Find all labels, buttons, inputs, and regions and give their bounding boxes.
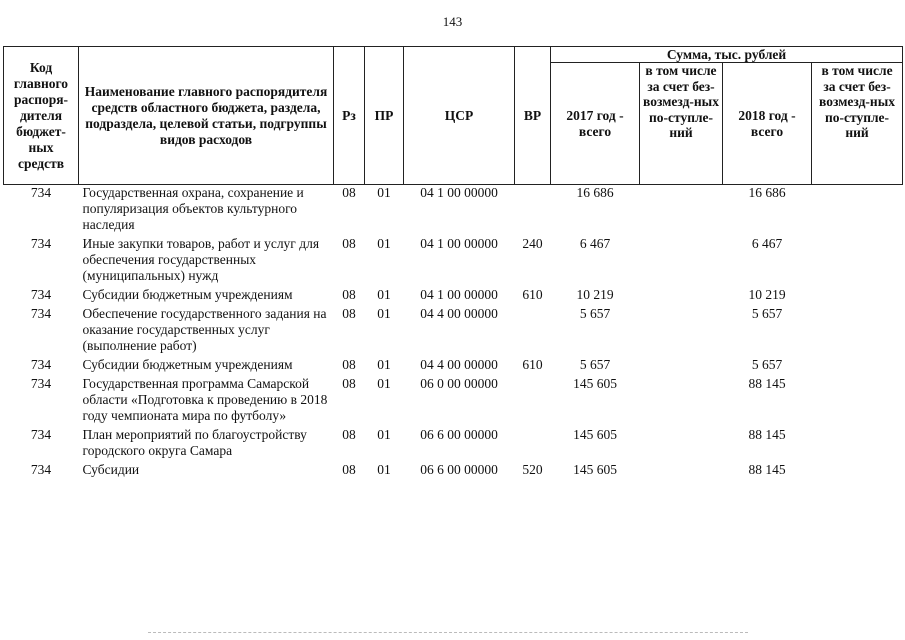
- cell-total-2018: 88 145: [748, 427, 786, 442]
- cell-code: 734: [30, 357, 52, 372]
- header-grants-2018: в том числе за счет без-возмезд-ных по-ступле-ний: [812, 63, 903, 185]
- cell-grants-2018: [812, 427, 903, 462]
- cell-rz: 08: [342, 185, 356, 200]
- cell-total-2017: 10 219: [576, 287, 614, 302]
- cell-csr: 04 1 00 00000: [420, 185, 498, 200]
- header-total-2018: 2018 год - всего: [723, 63, 812, 185]
- cell-total-2018: 5 657: [751, 306, 783, 321]
- cell-total-2018: 5 657: [751, 357, 783, 372]
- cell-total-2017: 5 657: [579, 306, 611, 321]
- cell-vr: [515, 306, 551, 357]
- table-header: [4, 47, 903, 185]
- table-body: [4, 185, 903, 482]
- cell-grants-2017: [640, 306, 723, 357]
- cell-pr: 01: [377, 306, 391, 321]
- cell-total-2017: 16 686: [576, 185, 614, 200]
- cell-total-2017: 145 605: [573, 376, 617, 391]
- table-row: [4, 427, 903, 462]
- cell-code: 734: [30, 306, 52, 321]
- header-grants-2017: в том числе за счет без-возмезд-ных по-ступле-ний: [640, 63, 723, 185]
- cell-grants-2018: [812, 462, 903, 481]
- cell-pr: 01: [377, 376, 391, 391]
- cell-name: Иные закупки товаров, работ и услуг для обеспечения государственных (муниципальных) нужд: [82, 236, 320, 283]
- cell-total-2018: 10 219: [748, 287, 786, 302]
- cell-name: Государственная программа Самарской области «Подготовка к проведению в 2018 году чемпионата мира по футболу»: [82, 376, 328, 423]
- header-vr: ВР: [515, 47, 551, 185]
- table-row: [4, 462, 903, 481]
- table-row: [4, 306, 903, 357]
- table-row: [4, 236, 903, 287]
- cell-code: 734: [30, 236, 52, 251]
- cell-grants-2018: [812, 306, 903, 357]
- cell-vr: 610: [522, 287, 543, 302]
- cell-total-2017: 6 467: [579, 236, 611, 251]
- cell-grants-2017: [640, 236, 723, 287]
- cell-code: 734: [30, 462, 52, 477]
- cell-code: 734: [30, 185, 52, 200]
- cell-total-2018: 16 686: [748, 185, 786, 200]
- cell-code: 734: [30, 376, 52, 391]
- cell-rz: 08: [342, 236, 356, 251]
- cell-total-2017: 5 657: [579, 357, 611, 372]
- cell-csr: 04 1 00 00000: [420, 287, 498, 302]
- cell-pr: 01: [377, 185, 391, 200]
- cell-csr: 06 6 00 00000: [420, 462, 498, 477]
- cell-csr: 06 6 00 00000: [420, 427, 498, 442]
- cell-pr: 01: [377, 287, 391, 302]
- cell-grants-2017: [640, 357, 723, 376]
- cell-vr: 610: [522, 357, 543, 372]
- table-row: [4, 376, 903, 427]
- cell-name: Государственная охрана, сохранение и популяризация объектов культурного наследия: [82, 185, 304, 232]
- cell-grants-2017: [640, 287, 723, 306]
- cell-grants-2017: [640, 462, 723, 481]
- cell-total-2018: 88 145: [748, 462, 786, 477]
- cell-vr: 520: [522, 462, 543, 477]
- cell-grants-2017: [640, 185, 723, 237]
- cell-csr: 06 0 00 00000: [420, 376, 498, 391]
- cell-code: 734: [30, 287, 52, 302]
- cell-csr: 04 1 00 00000: [420, 236, 498, 251]
- cell-total-2017: 145 605: [573, 427, 617, 442]
- cell-csr: 04 4 00 00000: [420, 306, 498, 321]
- cell-grants-2018: [812, 185, 903, 237]
- cell-pr: 01: [377, 462, 391, 477]
- cell-pr: 01: [377, 236, 391, 251]
- header-name: Наименование главного распорядителя средств областного бюджета, раздела, подраздела, целевой статьи, подгруппы видов расходов: [79, 47, 334, 185]
- cell-grants-2018: [812, 357, 903, 376]
- header-code: Код главного распоря-дителя бюджет-ных средств: [4, 47, 79, 185]
- cell-name: Субсидии бюджетным учреждениям: [82, 357, 293, 372]
- cell-rz: 08: [342, 287, 356, 302]
- footer-divider: [148, 632, 748, 633]
- cell-grants-2018: [812, 236, 903, 287]
- header-total-2017: 2017 год - всего: [551, 63, 640, 185]
- cell-grants-2017: [640, 376, 723, 427]
- cell-grants-2018: [812, 376, 903, 427]
- cell-csr: 04 4 00 00000: [420, 357, 498, 372]
- header-sum-group: Сумма, тыс. рублей: [551, 47, 903, 63]
- cell-code: 734: [30, 427, 52, 442]
- cell-rz: 08: [342, 357, 356, 372]
- cell-total-2017: 145 605: [573, 462, 617, 477]
- header-rz: Рз: [334, 47, 365, 185]
- cell-total-2018: 88 145: [748, 376, 786, 391]
- budget-table: [3, 46, 903, 481]
- cell-vr: 240: [522, 236, 543, 251]
- cell-vr: [515, 185, 551, 237]
- table-row: [4, 185, 903, 237]
- cell-pr: 01: [377, 357, 391, 372]
- cell-name: Субсидии: [82, 462, 140, 477]
- cell-rz: 08: [342, 427, 356, 442]
- cell-grants-2017: [640, 427, 723, 462]
- cell-grants-2018: [812, 287, 903, 306]
- cell-vr: [515, 376, 551, 427]
- cell-rz: 08: [342, 376, 356, 391]
- header-pr: ПР: [365, 47, 404, 185]
- cell-name: Субсидии бюджетным учреждениям: [82, 287, 293, 302]
- cell-name: План мероприятий по благоустройству городского округа Самара: [82, 427, 307, 458]
- cell-vr: [515, 427, 551, 462]
- page-number: 143: [442, 14, 463, 29]
- table-row: [4, 287, 903, 306]
- cell-rz: 08: [342, 462, 356, 477]
- cell-pr: 01: [377, 427, 391, 442]
- cell-total-2018: 6 467: [751, 236, 783, 251]
- cell-name: Обеспечение государственного задания на оказание государственных услуг (выполнение работ): [82, 306, 327, 353]
- cell-rz: 08: [342, 306, 356, 321]
- table-row: [4, 357, 903, 376]
- header-csr: ЦСР: [404, 47, 515, 185]
